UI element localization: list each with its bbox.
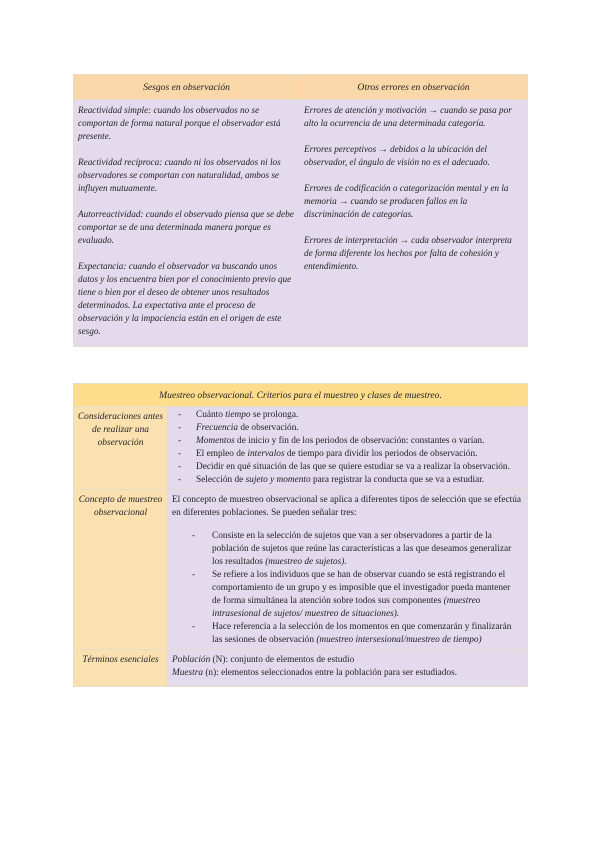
population-definition: Población (N): conjunto de elementos de estudio (172, 655, 355, 665)
terms-label: Términos esenciales (74, 650, 168, 687)
list-item: - Se refiere a los individuos que se han de observar cuando se está registrando el comportamiento de un grupo y es imposible que el investigador pueda mantener de forma simultánea la atención sobre todos sus componentes (muestreo intrasesional de sujetos/ muestreo de situaciones). (202, 569, 521, 621)
considerations-label: Consideraciones antes de realizar una observación (74, 407, 168, 490)
bias-item: Reactividad recíproca: cuando ni los observados ni los observadores se comportan con naturalidad, ambos se influyen mutuamente. (78, 157, 281, 193)
list-item: - Hace referencia a la selección de los momentos en que comenzarán y finalizarán las sesiones de observación (muestreo intersesional/muestreo de tiempo) (202, 621, 521, 647)
list-item: - Frecuencia de observación. (186, 422, 521, 435)
sampling-table (73, 383, 528, 687)
bias-item: Reactividad simple: cuando los observados no se comportan de forma natural porque el observador está presente. (78, 105, 281, 141)
concept-intro: El concepto de muestreo observacional se aplica a diferentes tipos de selección que se efectúa en diferentes poblaciones. Se pueden señalar tres: (172, 495, 521, 518)
bias-table (73, 74, 528, 347)
list-item: - Selección de sujeto y momento para registrar la conducta que se va a estudiar. (186, 474, 521, 487)
error-item: Errores de atención y motivación → cuando se pasa por alto la ocurrencia de una determinada categoría. (304, 105, 512, 128)
other-errors-header: Otros errores en observación (300, 75, 528, 100)
error-item: Errores de interpretación → cada observador interpreta de forma diferente los hechos por falta de cohesión y entendimiento. (304, 235, 512, 271)
sampling-title: Muestreo observacional. Criterios para el muestreo y clases de muestreo. (74, 384, 528, 407)
error-item: Errores de codificación o categorización mental y en la memoria → cuando se producen fallos en la discriminación de categorías. (304, 183, 509, 219)
other-errors-cell (300, 100, 528, 347)
list-item: - Momentos de inicio y fin de los periodos de observación: constantes o varían. (186, 435, 521, 448)
list-item: - Decidir en qué situación de las que se quiere estudiar se va a realizar la observación. (186, 461, 521, 474)
sample-definition: Muestra (n): elementos seleccionados entre la población para ser estudiados. (172, 668, 458, 678)
bias-cell (74, 100, 300, 347)
list-item: - Cuánto tiempo se prolonga. (186, 409, 521, 422)
error-item: Errores perceptivos → debidos a la ubicación del observador, el ángulo de visión no es el adecuado. (304, 144, 490, 167)
bias-item: Expectancia: cuando el observador va buscando unos datos y los encuentra bien por el conocimiento previo que tiene o bien por el deseo de obtener unos resultados determinados. La expectativa ante el proceso de observación y la impaciencia están en el origen de este sesgo. (78, 261, 292, 336)
list-item: - Consiste en la selección de sujetos que van a ser observadores a partir de la población de sujetos que reúne las características a las que deseamos generalizar los resultados (muestreo de sujetos). (202, 530, 521, 569)
concept-cell (168, 490, 528, 650)
bias-item: Autorreactividad: cuando el observado piensa que se debe comportar se de una determinada manera porque es evaluado. (78, 209, 294, 245)
concept-label: Concepto de muestreo observacional (74, 490, 168, 650)
considerations-cell (168, 407, 528, 490)
bias-header: Sesgos en observación (74, 75, 300, 100)
terms-cell (168, 650, 528, 687)
list-item: - El empleo de intervalos de tiempo para dividir los periodos de observación. (186, 448, 521, 461)
